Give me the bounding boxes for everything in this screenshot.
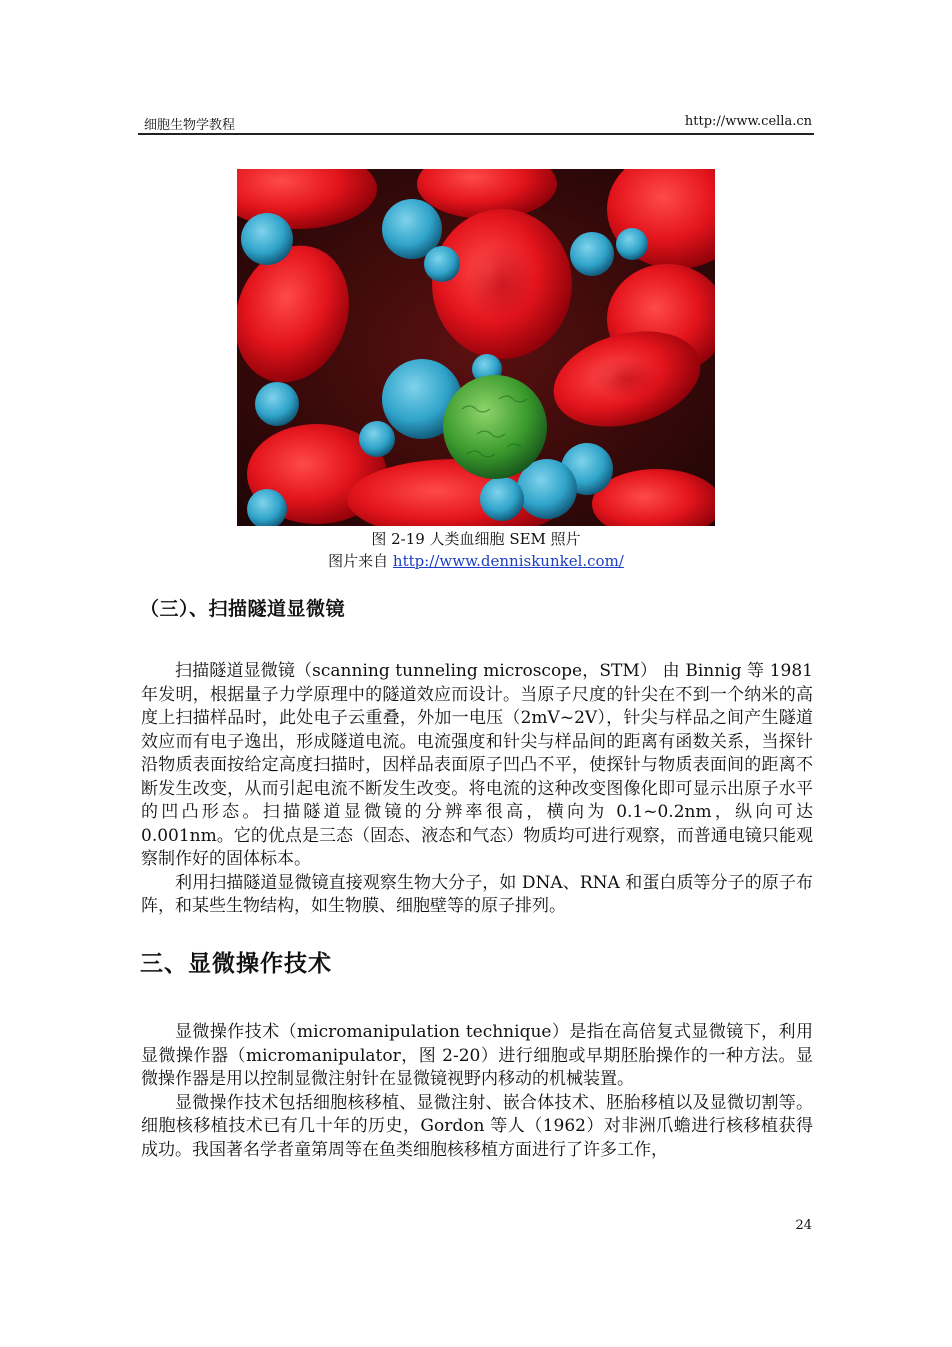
paragraph: 扫描隧道显微镜（scanning tunneling microscope，STM） 由 Binnig 等 1981 年发明，根据量子力学原理中的隧道效应而设计。当原子尺度的针尖在不到一个纳米的高度上扫描样品时，此处电子云重叠，外加一电压（2mV~2V），针尖与样品之间产生隧道效应而有电子逸出，形成隧道电流。电流强度和针尖与样品间的距离有函数关系，当探针沿物质表面按给定高度扫描时，因样品表面原子凹凸不平，使探针与物质表面间的距离不断发生改变，从而引起电流不断发生改变。将电流的这种改变图像化即可显示出原子水平的凹凸形态。扫描隧道显微镜的分辨率很高，横向为 0.1~0.2nm，纵向可达 0.001nm。它的优点是三态（固态、液态和气态）物质均可进行观察，而普通电镜只能观察制作好的固体标本。 <box>141 661 813 869</box>
sem-illustration <box>237 169 715 526</box>
micromanipulation-body <box>141 1021 813 1162</box>
figure-source <box>0 550 952 571</box>
section-heading-micromanipulation: 三、显微操作技术 <box>140 951 332 977</box>
stm-body <box>141 660 813 919</box>
running-header <box>138 113 814 135</box>
paragraph: 利用扫描隧道显微镜直接观察生物大分子，如 DNA、RNA 和蛋白质等分子的原子布阵，和某些生物结构，如生物膜、细胞壁等的原子排列。 <box>141 872 813 916</box>
figure-source-link[interactable]: http://www.denniskunkel.com/ <box>392 552 624 570</box>
page-number: 24 <box>795 1218 812 1233</box>
website-url: http://www.cella.cn <box>684 114 812 129</box>
paragraph: 显微操作技术包括细胞核移植、显微注射、嵌合体技术、胚胎移植以及显微切割等。细胞核移植技术已有几十年的历史，Gordon 等人（1962）对非洲爪蟾进行核移植获得成功。我国著名学者童第周等在鱼类细胞核移植方面进行了许多工作， <box>141 1092 813 1160</box>
figure-caption: 图 2-19 人类血细胞 SEM 照片 <box>371 530 581 548</box>
paragraph: 显微操作技术（micromanipulation technique）是指在高倍复式显微镜下，利用显微操作器（micromanipulator，图 2-20）进行细胞或早期胚胎操作的一种方法。显微操作器是用以控制显微注射针在显微镜视野内移动的机械装置。 <box>141 1022 813 1089</box>
figure-source-prefix: 图片来自 <box>328 552 393 570</box>
blood-cells-sem-image <box>237 169 715 526</box>
section-heading-stm: （三）、扫描隧道显微镜 <box>140 598 346 620</box>
book-title: 细胞生物学教程 <box>144 118 236 133</box>
